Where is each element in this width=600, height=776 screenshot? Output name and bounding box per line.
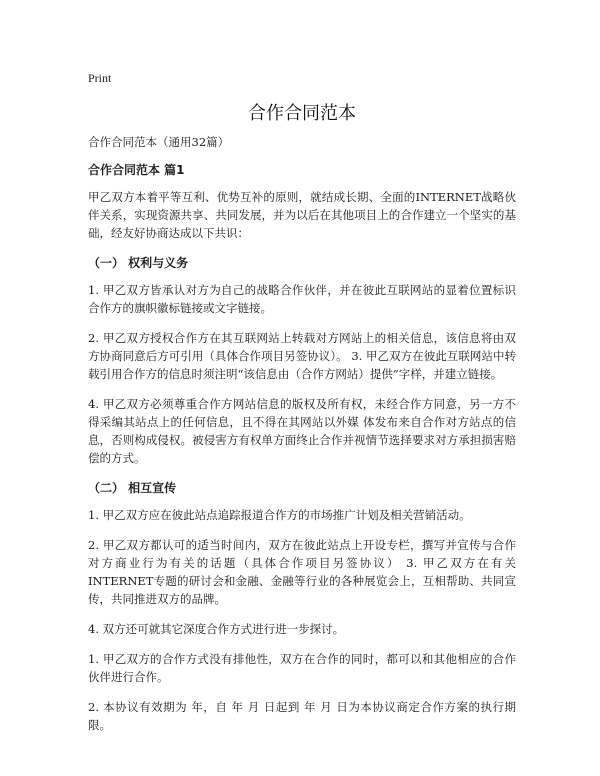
document-subtitle: 合作合同范本（通用32篇）: [88, 135, 230, 149]
section-heading-mutual-promotion: （二） 相互宣传: [88, 481, 177, 495]
section-heading-rights-obligations: （一） 权利与义务: [88, 256, 189, 270]
paragraph-promotion-2-3: 2. 甲乙双方都认可的适当时间内，双方在彼此站点上开设专栏，撰写并宣传与合作对方商业行为有关的话题（具体合作项目另签协议） 3. 甲乙双方在有关INTERNET专题的研讨会和金融、金融等行业的各种展览会上，互相帮助、共同宣传，共同推进双方的品牌。: [88, 538, 516, 606]
document-title: 合作合同范本: [248, 103, 356, 124]
section-heading-article-1: 合作合同范本 篇1: [88, 163, 185, 177]
document-body: [88, 133, 516, 746]
paragraph-rights-1: 1. 甲乙双方皆承认对方为自己的战略合作伙伴，并在彼此互联网站的显着位置标识合作方的旗帜徽标链接或文字链接。: [88, 283, 516, 315]
paragraph-rights-4: 4. 甲乙双方必须尊重合作方网站信息的版权及所有权，未经合作方同意，另一方不得采编其站点上的任何信息，且不得在其网站以外媒 体发布来自合作对方站点的信息，否则构成侵权。被侵害方有权单方面终止合作并视情节选择要求对方承担损害赔偿的方式。: [88, 397, 516, 465]
paragraph-promotion-4: 4. 双方还可就其它深度合作方式进行进一步探讨。: [88, 622, 345, 636]
paragraph-cooperation-1: 1. 甲乙双方的合作方式没有排他性，双方在合作的同时，都可以和其他相应的合作伙伴进行合作。: [88, 652, 516, 684]
paragraph-promotion-1: 1. 甲乙双方应在彼此站点追踪报道合作方的市场推广计划及相关营销活动。: [88, 508, 471, 522]
paragraph-rights-2-3: 2. 甲乙双方授权合作方在其互联网站上转载对方网站上的相关信息，该信息将由双方协商同意后方可引用（具体合作项目另签协议）。 3. 甲乙双方在彼此互联网站中转载引用合作方的信息时须注明“该信息由（合作方网站）提供”字样，并建立链接。: [88, 331, 516, 381]
paragraph-cooperation-2: 2. 本协议有效期为 年，自 年 月 日起到 年 月 日为本协议商定合作方案的执行期限。: [88, 700, 516, 732]
paragraph-intro: 甲乙双方本着平等互利、优势互补的原则，就结成长期、全面的INTERNET战略伙伴关系，实现资源共享、共同发展，并为以后在其他项目上的合作建立一个坚实的基础，经友好协商达成以下共识：: [88, 190, 516, 240]
print-link[interactable]: Print: [88, 71, 112, 85]
